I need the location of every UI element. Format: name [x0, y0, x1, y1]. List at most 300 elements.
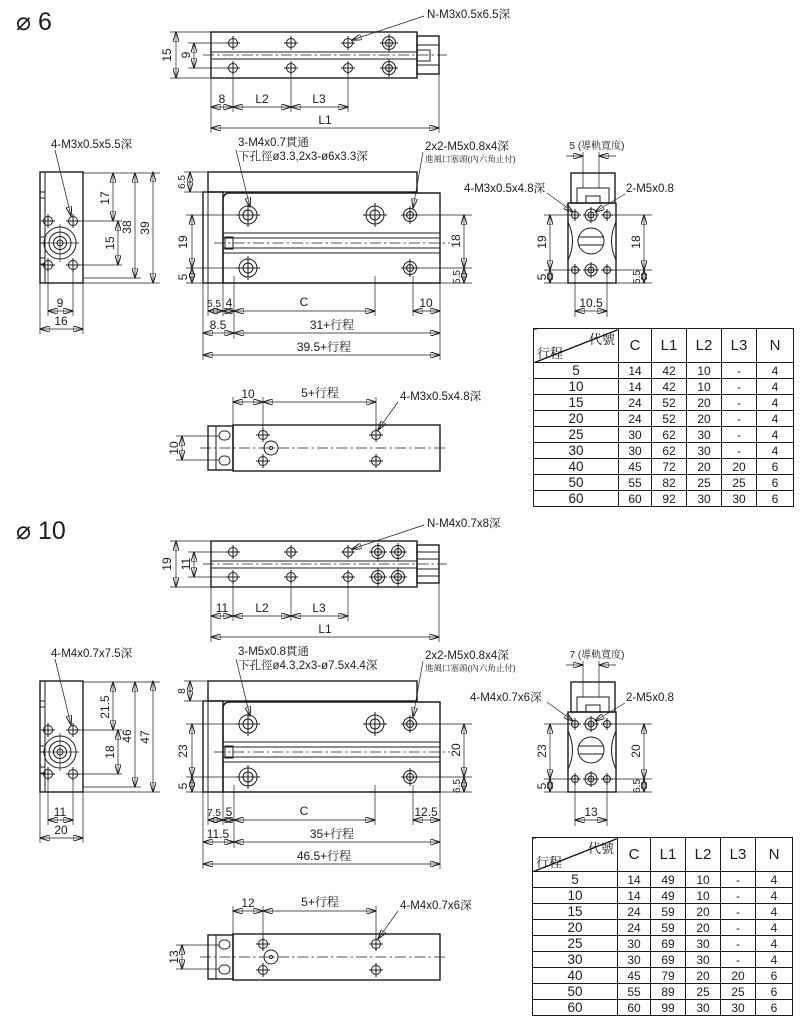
port-callout: 2x2-M5x0.8x4深: [425, 141, 509, 153]
table-cell: 4: [757, 443, 794, 459]
thread-callout: N-M3x0.5x6.5深: [427, 9, 511, 21]
dim-left-d3: 47: [138, 730, 152, 744]
table-cell: 42: [652, 363, 687, 379]
table-cell: 30: [619, 443, 652, 459]
table-cell: 60: [618, 1000, 651, 1016]
table-cell: 52: [652, 395, 687, 411]
dim-left-d3: 39: [138, 221, 152, 235]
table-row: [533, 904, 793, 920]
table-cell: 10: [533, 888, 618, 904]
screw-hole: [569, 773, 581, 785]
phi6-right-view-dimensions: [464, 139, 674, 317]
table-cell: 72: [652, 459, 687, 475]
table-cell: 30: [721, 1000, 756, 1016]
dim-left-d2: 46: [120, 729, 134, 743]
screw-hole: [341, 36, 355, 50]
table-cell: 20: [687, 395, 722, 411]
rail-width-callout: 5 (導軌寬度): [569, 141, 625, 152]
table-cell: 4: [756, 920, 793, 936]
table-cell: 99: [651, 1000, 686, 1016]
table-cell: -: [722, 443, 757, 459]
table-cell: 25: [721, 984, 756, 1000]
phi6-top-view-dimensions: [160, 8, 511, 133]
table-row: [534, 363, 794, 379]
screw-hole: [66, 258, 80, 272]
dim-left-b2: 16: [54, 314, 68, 328]
screw-hole: [256, 937, 270, 951]
screw-hole: [341, 570, 355, 584]
dim-bottom-l1: 13: [167, 950, 181, 964]
screw-hole: [369, 428, 383, 442]
dim-left-b2: 20: [54, 823, 68, 837]
dim-top-b1: 8: [218, 92, 226, 106]
dim-right-r2: 5.5: [632, 270, 643, 284]
dim-bottom-b1: 12: [241, 896, 255, 910]
table-cell: 30: [686, 936, 721, 952]
dim-right-l2: 5: [535, 273, 549, 281]
table-row: [534, 411, 794, 427]
table-cell: 4: [757, 395, 794, 411]
table-row: [533, 888, 793, 904]
dim-side-r1: 18: [449, 234, 463, 248]
dim-side-b1: 7.5: [207, 808, 221, 819]
table-cell: 24: [618, 904, 651, 920]
table-cell: -: [721, 920, 756, 936]
table-header-row: [533, 838, 793, 872]
table-cell: 25: [687, 475, 722, 491]
table-cell: 30: [687, 491, 722, 507]
table-cell: 89: [651, 984, 686, 1000]
screw-hole: [284, 36, 298, 50]
dim-top-height: 15: [160, 48, 174, 62]
dim-side-b2: 5: [225, 805, 233, 819]
table-cell: 30: [619, 427, 652, 443]
phi6-title: ⌀ 6: [16, 8, 52, 36]
phi6-side-view-dimensions: [176, 172, 472, 360]
table-cell: 30: [687, 427, 722, 443]
table-cell: 20: [686, 920, 721, 936]
table-cell: -: [721, 872, 756, 888]
phi10-left-view-dimensions: [40, 681, 160, 843]
port-hole: [583, 716, 599, 732]
port-plug: [401, 715, 419, 733]
dim-bottom-b2: 5+行程: [301, 386, 339, 400]
table-cell: 6: [756, 968, 793, 984]
screw-hole: [284, 570, 298, 584]
dim-side-b4: 12.5: [414, 805, 438, 819]
corner-col-label: 代號: [587, 841, 614, 856]
dim-side-l2: 23: [176, 744, 190, 758]
table-cell: 79: [651, 968, 686, 984]
dim-right-l2: 5: [535, 782, 549, 790]
port-plug: [401, 206, 419, 224]
phi10-bottom-view-dimensions: [167, 895, 472, 969]
screw-hole: [236, 712, 260, 736]
corner-row-label: 行程: [536, 855, 563, 870]
col-header-l1: L1: [652, 329, 687, 363]
table-cell: 30: [618, 936, 651, 952]
port-callout: 2-M5x0.8: [626, 183, 674, 195]
phi10-side-view-dimensions: [176, 681, 472, 869]
table-cell: 25: [534, 427, 619, 443]
screw-hole: [226, 570, 240, 584]
dim-left-d1: 17: [98, 191, 112, 205]
dim-right-r1: 18: [629, 235, 643, 249]
through-hole-callout: 3-M4x0.7貫通: [238, 137, 309, 149]
screw-hole: [601, 264, 613, 276]
col-header-c: C: [619, 329, 652, 363]
piston-rod-section: [568, 731, 616, 769]
table-cell: 4: [757, 379, 794, 395]
dim-side-b5: 11.5: [206, 827, 230, 841]
table-cell: 4: [756, 904, 793, 920]
col-header-l3: L3: [721, 838, 756, 872]
table-cell: 6: [757, 491, 794, 507]
table-cell: 5: [533, 872, 618, 888]
table-cell: 24: [618, 920, 651, 936]
table-cell: 20: [686, 968, 721, 984]
table-row: [533, 968, 793, 984]
phi6-bottom-view: [167, 386, 482, 471]
screw-hole: [284, 545, 298, 559]
table-cell: 14: [618, 872, 651, 888]
dim-top-b3: L3: [312, 92, 326, 106]
screw-hole: [236, 256, 260, 280]
table-cell: 15: [533, 904, 618, 920]
screw-hole: [226, 61, 240, 75]
dim-side-l1: 8: [177, 688, 188, 694]
table-cell: 10: [686, 872, 721, 888]
dim-bottom-b1: 10: [241, 387, 255, 401]
col-header-c: C: [618, 838, 651, 872]
phi6-dimension-table: [533, 328, 794, 507]
through-hole-callout-2: 下孔徑ø4.3,2x3-ø7.5x4.4深: [238, 660, 378, 672]
port-callout: 2x2-M5x0.8x4深: [425, 650, 509, 662]
dim-right-r1: 20: [629, 744, 643, 758]
dim-side-l1: 6.5: [177, 175, 188, 189]
screw-hole: [41, 767, 55, 781]
through-hole-callout-2: 下孔徑ø3.3,2x3-ø6x3.3深: [238, 151, 368, 163]
dim-top-b4: L1: [318, 113, 332, 127]
dim-side-b3: C: [299, 804, 309, 818]
dim-right-l1: 19: [535, 235, 549, 249]
dim-side-r1: 20: [449, 743, 463, 757]
table-cell: 30: [686, 952, 721, 968]
screw-hole: [236, 203, 260, 227]
dim-top-b2: L2: [255, 92, 269, 106]
table-row: [534, 475, 794, 491]
table-cell: -: [722, 379, 757, 395]
phi10-right-view-dimensions: [470, 648, 674, 826]
col-header-l2: L2: [687, 329, 722, 363]
dim-side-b1: 5.5: [207, 299, 221, 310]
table-cell: 4: [756, 952, 793, 968]
table-cell: 62: [652, 427, 687, 443]
table-cell: 60: [533, 1000, 618, 1016]
table-cell: 55: [618, 984, 651, 1000]
phi6-bottom-view-dimensions: [167, 386, 482, 460]
table-cell: 25: [533, 936, 618, 952]
table-cell: 15: [534, 395, 619, 411]
dim-left-d1: 21.5: [98, 695, 112, 719]
screw-hole: [369, 963, 383, 977]
screw-hole: [389, 568, 407, 586]
dim-right-r2: 6.5: [632, 779, 643, 793]
table-header-row: [534, 329, 794, 363]
screw-hole: [256, 963, 270, 977]
dim-top-b3: L3: [312, 601, 326, 615]
table-cell: 59: [651, 920, 686, 936]
table-row: [533, 952, 793, 968]
table-cell: -: [722, 411, 757, 427]
screw-hole: [66, 214, 80, 228]
table-corner-cell: [534, 329, 619, 363]
dim-right-b1: 13: [584, 805, 598, 819]
table-cell: 45: [618, 968, 651, 984]
screw-hole: [284, 61, 298, 75]
phi6-right-view: [464, 139, 674, 317]
screw-hole: [41, 723, 55, 737]
table-cell: 62: [652, 443, 687, 459]
col-header-n: N: [756, 838, 793, 872]
table-cell: 6: [757, 475, 794, 491]
table-cell: 24: [619, 395, 652, 411]
screw-hole: [369, 568, 387, 586]
table-cell: -: [722, 427, 757, 443]
table-cell: 6: [756, 1000, 793, 1016]
phi10-top-view: [160, 517, 501, 642]
table-cell: 30: [722, 491, 757, 507]
screw-hole: [226, 545, 240, 559]
table-cell: 69: [651, 936, 686, 952]
table-cell: 10: [534, 379, 619, 395]
table-cell: 50: [533, 984, 618, 1000]
table-cell: -: [721, 936, 756, 952]
table-cell: 4: [756, 936, 793, 952]
phi10-right-view: [470, 648, 674, 826]
dim-right-b1: 10.5: [579, 296, 603, 310]
table-cell: 50: [534, 475, 619, 491]
phi10-title: ⌀ 10: [16, 517, 66, 545]
table-cell: 40: [534, 459, 619, 475]
table-cell: -: [722, 395, 757, 411]
dim-side-r2: 5.5: [452, 270, 463, 284]
dim-side-l3: 5: [176, 273, 190, 281]
col-header-l2: L2: [686, 838, 721, 872]
table-row: [533, 984, 793, 1000]
table-cell: 92: [652, 491, 687, 507]
phi10-left-view: [40, 647, 160, 843]
table-cell: 14: [619, 379, 652, 395]
table-cell: 20: [686, 904, 721, 920]
dim-right-l1: 23: [535, 744, 549, 758]
screw-hole: [236, 765, 260, 789]
thread-callout: 4-M4x0.7x6深: [470, 692, 542, 704]
table-cell: -: [721, 904, 756, 920]
screw-hole: [601, 209, 613, 221]
table-cell: 5: [534, 363, 619, 379]
table-cell: 6: [756, 984, 793, 1000]
table-cell: 52: [652, 411, 687, 427]
corner-col-label: 代號: [588, 332, 615, 347]
table-cell: 6: [757, 459, 794, 475]
table-cell: -: [721, 888, 756, 904]
dim-top-height: 19: [160, 557, 174, 571]
phi6-left-view-dimensions: [40, 172, 160, 334]
screw-hole: [369, 454, 383, 468]
screw-hole: [256, 454, 270, 468]
dim-side-b7: 39.5+行程: [296, 340, 352, 354]
table-row: [534, 443, 794, 459]
port-plug: [401, 259, 419, 277]
dim-side-b4: 10: [419, 296, 433, 310]
piston-rod-section: [568, 222, 616, 260]
through-hole-callout: 3-M5x0.8貫通: [238, 646, 309, 658]
table-row: [533, 872, 793, 888]
screw-hole: [341, 545, 355, 559]
port-hole: [583, 262, 599, 278]
table-row: [534, 459, 794, 475]
dim-side-b3: C: [299, 295, 309, 309]
table-row: [533, 936, 793, 952]
table-row: [534, 427, 794, 443]
port-callout-sub: 進風口塞頭(內六角止付): [425, 663, 516, 673]
thread-callout: 4-M4x0.7x7.5深: [51, 648, 133, 660]
screw-hole: [226, 36, 240, 50]
table-cell: 4: [756, 872, 793, 888]
screw-hole: [341, 61, 355, 75]
port-hole: [583, 207, 599, 223]
dim-side-b6: 31+行程: [309, 318, 355, 332]
dim-side-l2: 19: [176, 235, 190, 249]
table-cell: 42: [652, 379, 687, 395]
screw-hole: [41, 258, 55, 272]
dim-left-d2: 38: [120, 220, 134, 234]
dim-side-b6: 35+行程: [309, 827, 355, 841]
table-cell: 69: [651, 952, 686, 968]
table-cell: 20: [687, 411, 722, 427]
rod-boss: [41, 224, 79, 262]
port-hole: [583, 771, 599, 787]
table-body: [534, 363, 794, 507]
table-cell: 4: [757, 363, 794, 379]
screw-hole: [256, 428, 270, 442]
table-cell: 55: [619, 475, 652, 491]
table-cell: 14: [619, 363, 652, 379]
table-cell: -: [721, 952, 756, 968]
table-cell: 4: [757, 411, 794, 427]
thread-callout: 4-M3x0.5x4.8深: [400, 391, 482, 403]
phi10-dimension-table: [532, 837, 793, 1016]
phi10-side-view: [176, 645, 516, 869]
thread-callout: N-M4x0.7x8深: [427, 518, 501, 530]
screw-hole: [363, 712, 387, 736]
dim-top-inner: 9: [179, 51, 193, 59]
rail-width-callout: 7 (導軌寬度): [569, 650, 625, 661]
screw-hole: [41, 214, 55, 228]
dim-bottom-b2: 5+行程: [301, 895, 339, 909]
port-callout-sub: 進風口塞頭(內六角止付): [425, 154, 516, 164]
table-cell: 4: [757, 427, 794, 443]
table-cell: 20: [687, 459, 722, 475]
dim-bottom-l1: 10: [167, 441, 181, 455]
screw-hole: [380, 59, 398, 77]
table-cell: 30: [686, 1000, 721, 1016]
table-cell: 40: [533, 968, 618, 984]
table-cell: 49: [651, 872, 686, 888]
dim-left-b1: 9: [56, 296, 64, 310]
table-cell: 30: [533, 952, 618, 968]
table-cell: 30: [687, 443, 722, 459]
table-cell: 14: [618, 888, 651, 904]
table-cell: 60: [534, 491, 619, 507]
dim-top-b4: L1: [318, 622, 332, 636]
dim-side-l3: 5: [176, 782, 190, 790]
dim-side-b2: 4: [225, 296, 233, 310]
rod-boss: [41, 733, 79, 771]
screw-hole: [601, 718, 613, 730]
col-header-n: N: [757, 329, 794, 363]
table-cell: 4: [756, 888, 793, 904]
dim-left-b1: 11: [53, 805, 67, 819]
table-cell: 10: [687, 363, 722, 379]
table-cell: 30: [618, 952, 651, 968]
thread-callout: 4-M3x0.5x4.8深: [464, 183, 546, 195]
table-cell: -: [722, 363, 757, 379]
table-cell: 20: [722, 459, 757, 475]
screw-hole: [66, 723, 80, 737]
dim-side-r2: 6.5: [452, 779, 463, 793]
dim-left-d4: 18: [103, 745, 117, 759]
table-corner-cell: [533, 838, 618, 872]
table-row: [534, 395, 794, 411]
thread-callout: 4-M3x0.5x5.5深: [51, 139, 133, 151]
table-cell: 25: [686, 984, 721, 1000]
screw-hole: [363, 203, 387, 227]
dim-left-d4: 15: [103, 236, 117, 250]
screw-hole: [369, 937, 383, 951]
table-cell: 25: [722, 475, 757, 491]
corner-row-label: 行程: [537, 346, 564, 361]
table-cell: 20: [721, 968, 756, 984]
table-cell: 20: [533, 920, 618, 936]
phi10-bottom-view: [167, 895, 472, 980]
phi6-top-view: [160, 8, 511, 133]
table-row: [533, 920, 793, 936]
thread-callout: 4-M4x0.7x6深: [400, 900, 472, 912]
table-cell: 10: [687, 379, 722, 395]
table-body: [533, 872, 793, 1016]
port-callout: 2-M5x0.8: [626, 692, 674, 704]
table-cell: 24: [619, 411, 652, 427]
table-cell: 59: [651, 904, 686, 920]
col-header-l3: L3: [722, 329, 757, 363]
screw-hole: [601, 773, 613, 785]
table-cell: 30: [534, 443, 619, 459]
screw-hole: [389, 543, 407, 561]
table-cell: 45: [619, 459, 652, 475]
dim-top-inner: 11: [179, 557, 193, 571]
table-cell: 20: [534, 411, 619, 427]
table-row: [534, 379, 794, 395]
screw-hole: [369, 543, 387, 561]
dim-side-b7: 46.5+行程: [296, 849, 352, 863]
table-row: [533, 1000, 793, 1016]
dim-side-b5: 8.5: [209, 318, 227, 332]
table-cell: 10: [686, 888, 721, 904]
port-plug: [401, 768, 419, 786]
table-row: [534, 491, 794, 507]
